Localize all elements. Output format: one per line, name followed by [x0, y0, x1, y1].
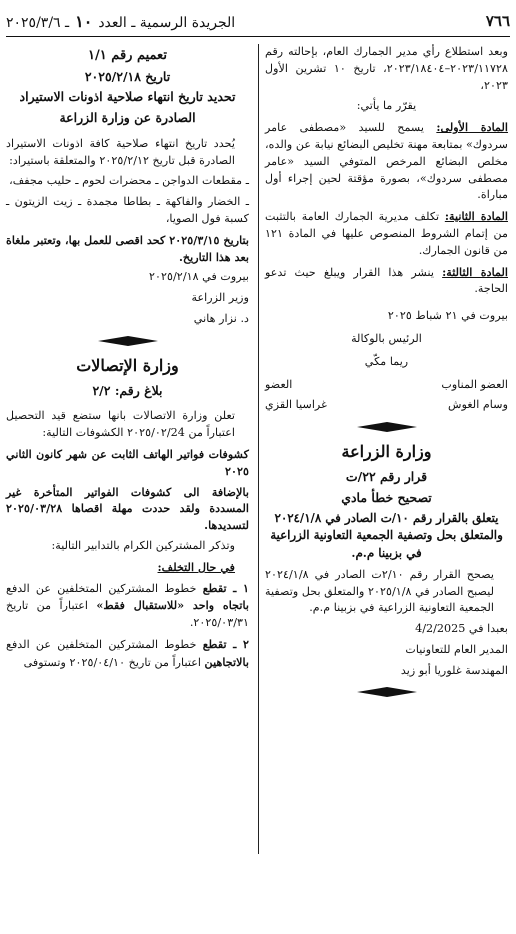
intro-paragraph: وبعد استطلاع رأي مدير الجمارك العام، بإحالته رقم ٢٠٢٣/١١٧٢٨–٢٠٢٣/١٨٤٠٤، تاريخ ١٠ تشرين الأول ٢٠٢٣،	[265, 45, 509, 92]
member-deputy-name: وسام الغوش	[447, 398, 508, 412]
place-date: بيروت في ٢١ شباط ٢٠٢٥	[387, 309, 508, 323]
measure-2-label: ٢ ـ تقطع	[202, 637, 249, 652]
circular-item-2: ـ الخضار والفاكهة ـ بطاطا مجمدة ـ زيت الزيتون ـ كسبة فول الصويا،	[6, 195, 249, 225]
section-divider-left	[6, 334, 249, 348]
article-1	[265, 119, 508, 204]
article-1-text: يسمح للسيد «مصطفى عامر سردوك» بمتابعة مهنة تخليص البضائع نيابة عن والده، مخلص البضائع المرخص المتوفي السيد «عامر مصطفى سردوك»، بصورة مؤقتة لحين إجراء أول مباراة.	[265, 121, 508, 202]
council-signatures	[265, 308, 508, 414]
circular-subject-2: الصادرة عن وزارة الزراعة	[59, 110, 196, 125]
measure-1-bold: باتجاه واحد «للاستقبال فقط»	[96, 598, 249, 613]
column-rule	[258, 44, 259, 854]
notice-number: بلاغ رقم: ٢/٢	[92, 382, 163, 398]
members-titles	[265, 377, 508, 394]
right-column	[265, 44, 508, 705]
divider-ornament-icon	[357, 687, 417, 697]
circular-intro: يُحدد تاريخ انتهاء صلاحية كافة اذونات الاستيراد الصادرة قبل تاريخ ٢٠٢٥/٢/١٢ والمتعلقة باستيراد:	[6, 136, 235, 167]
decision-signer-name: المهندسة غلوريا أبو زيد	[400, 663, 508, 677]
page-header	[6, 8, 510, 34]
member-title: العضو	[265, 377, 293, 391]
measure-2-bold: بالاتجاهين	[204, 654, 249, 669]
circular-signer-name: د. نزار هاني	[193, 311, 249, 325]
article-3	[265, 264, 508, 299]
divider-ornament-icon	[357, 422, 417, 432]
decision-heading: يتعلق بالقرار رقم ١٠/ت الصادر في ٢٠٢٤/١/٨ والمتعلق بحل وتصفية الجمعية التعاونية الزراعية في بزبينا م.م.	[270, 510, 503, 561]
measure-2-end: اعتباراً من تاريخ ٢٠٢٥/٠٤/١٠ وتستوفى	[23, 655, 205, 669]
member-name: غراسيا القزي	[265, 398, 327, 412]
measure-2	[6, 636, 249, 672]
case-heading: في حال التخلف:	[157, 559, 235, 574]
president-name: ريما مكّي	[364, 354, 409, 368]
ministry-telecom-title: وزارة الإتصالات	[76, 355, 179, 375]
circular-item-1: ـ مقطعات الدواجن ـ محضرات لحوم ـ حليب مجفف،	[9, 174, 249, 188]
notice-unpaid: بالإضافة الى كشوفات الفواتير المتأخرة غير المسددة ولقد حددت مهلة اقصاها ٢٠٢٥/٠٣/٢٨ لتسديدها.	[6, 484, 249, 533]
notice-reminder: وتذكر المشتركين الكرام بالتدابير التالية:	[51, 539, 235, 553]
measure-2-text: خطوط المشتركين المتخلفين عن الدفع	[6, 638, 203, 652]
left-column	[6, 44, 249, 676]
journal-name: الجريدة الرسمية ـ العدد	[98, 14, 236, 31]
president-title: الرئيس بالوكالة	[351, 331, 422, 345]
article-3-text: ينشر هذا القرار ويبلغ حيث تدعو الحاجة.	[265, 265, 508, 296]
decision-text: يصحح القرار رقم ٢/١٠ت الصادر في ٢٠٢٤/١/٨ ليصبح الصادر في ٢٠٢٥/١/٨ والمتعلق بحل وتصفية الجمعية التعاونية الزراعية في بزبينا م.م.	[265, 567, 495, 615]
decides-line: يقرّر ما يأتي:	[356, 99, 417, 113]
issue-date: ـ ٢٠٢٥/٣/٦	[6, 14, 70, 31]
circular-deadline: بتاريخ ٢٠٢٥/٣/١٥ كحد اقصى للعمل بها، وتعتبر ملغاة بعد هذا التاريخ.	[6, 232, 249, 264]
article-2-text: تكلف مديرية الجمارك العامة بالتثبت من إتمام الشروط المنصوص عليها في المادة ١٢١ من قانون الجمارك.	[265, 210, 508, 257]
circular-signer-title: وزير الزراعة	[191, 291, 249, 305]
member-deputy-title: العضو المناوب	[441, 377, 508, 391]
circular-number: تعميم رقم ١/١	[88, 48, 167, 63]
circular-subject-1: تحديد تاريخ انتهاء صلاحية اذونات الاستيراد	[19, 89, 236, 105]
measure-1-end: اعتباراً من تاريخ ٢٠٢٥/٠٣/٣١.	[6, 599, 249, 630]
circular-date: تاريخ ٢٠٢٥/٢/١٨	[84, 68, 171, 84]
section-divider	[265, 420, 508, 434]
article-3-label: المادة الثالثة:	[442, 264, 508, 279]
decision-number: قرار رقم ٢٢/ت	[345, 469, 428, 485]
measure-1	[6, 580, 249, 632]
divider-ornament-icon	[98, 336, 158, 346]
header-rule	[6, 36, 510, 37]
page-number: ٧٦٦	[485, 12, 510, 30]
issue-number: ١٠	[75, 11, 93, 31]
decision-date: بعبدا في 4/2/2025	[415, 622, 508, 636]
article-2	[265, 208, 508, 259]
article-1-label: المادة الأولى:	[436, 120, 509, 135]
decision-subject: تصحيح خطأ مادي	[341, 489, 432, 505]
article-2-label: المادة الثانية:	[444, 209, 508, 224]
section-divider-end	[265, 685, 508, 699]
ministry-agriculture-title: وزارة الزراعة	[341, 442, 432, 462]
members-names	[265, 397, 508, 414]
decision-signer-title: المدير العام للتعاونيات	[405, 642, 508, 656]
measure-1-text: خطوط المشتركين المتخلفين عن الدفع	[6, 581, 203, 595]
notice-intro: تعلن وزارة الاتصالات بانها ستضع قيد التحصيل اعتباراً من ٢٠٢٥/٠٢/24 الكشوفات التالية:	[6, 409, 235, 440]
measure-1-label: ١ ـ تقطع	[202, 580, 249, 595]
circular-place-date: بيروت في ٢٠٢٥/٢/١٨	[149, 270, 249, 284]
journal-title	[6, 12, 235, 31]
notice-bills: كشوفات فواتير الهاتف الثابت عن شهر كانون الثاني ٢٠٢٥	[6, 447, 249, 478]
